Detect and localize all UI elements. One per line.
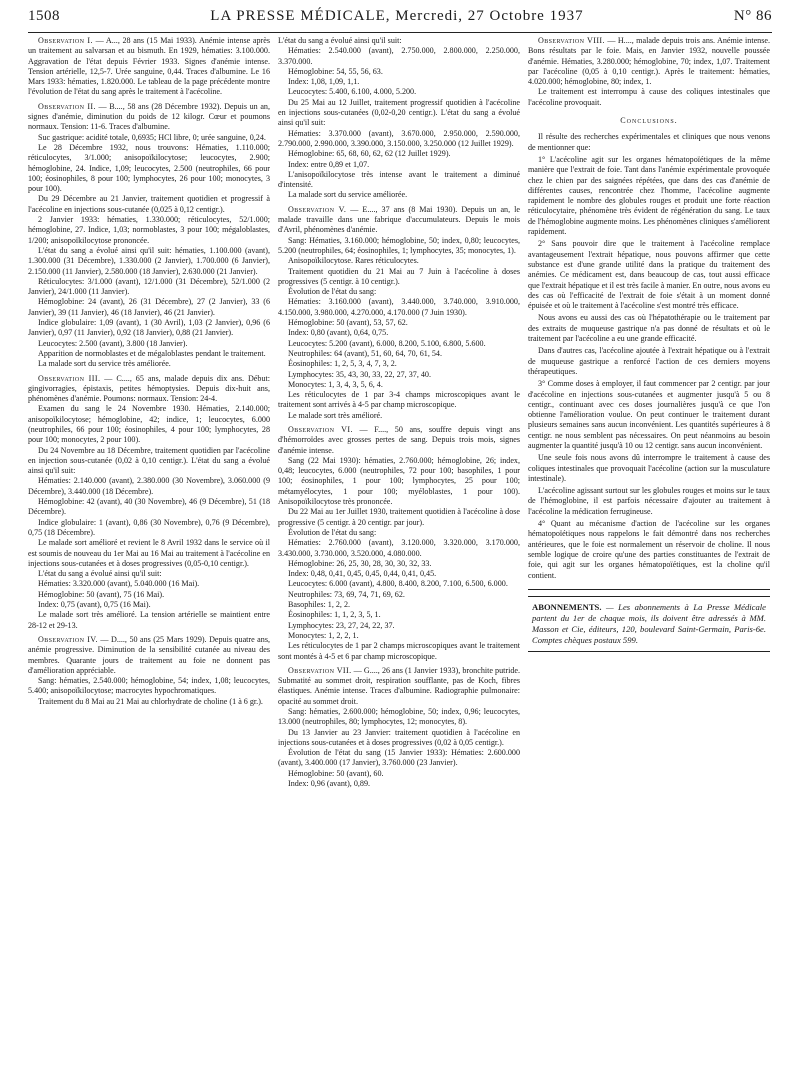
paragraph-text: Hématies: 3.160.000 (avant), 3.440.000, 3.740.000, 3.910.000, 4.150.000, 3.980.000, 4.270.000, 4.170.000 (7 Juin 1930). [278,297,520,317]
paragraph-text: Sang (22 Mai 1930): hématies, 2.760.000; hémoglobine, 26; index, 0,48; leucocytes, 6.000 (neutrophiles, 72 pour 100; basophiles, 1 pour 100; éosinophiles, 1 pour 100; lymphocytes, 25 pour 100; métamyélocytes, 1 pour 100; myéloblastes, 1 pour 100). Anisopoïkilocytose très prononcée. [278,455,520,507]
paragraph-text: Anisopoïkilocytose. Rares réticulocytes. [288,256,419,266]
paragraph [28,600,270,610]
paragraph [278,318,520,328]
paragraph [278,769,520,779]
paragraph [278,507,520,528]
paragraph-text: Évolution de l'état du sang: [288,527,377,537]
paragraph [28,610,270,631]
paragraph [278,538,520,559]
paragraph [528,87,770,108]
observation-heading: Observation VIII. [538,36,605,45]
paragraph [278,87,520,97]
paragraph-text: Neutrophiles: 73, 69, 74, 71, 69, 62. [288,589,405,599]
paragraph [278,129,520,150]
paragraph [278,287,520,297]
observation-heading: Observation IV. [38,634,98,644]
paragraph-text: Du 25 Mai au 12 Juillet, traitement progressif quotidien à l'acécoline en injections sous-cutanées (0,02-0,20 centigr.). L'état du sang a évolué ainsi qu'il suit: [278,97,520,128]
paragraph [278,590,520,600]
paragraph-text: Hématies: 2.140.000 (avant), 2.380.000 (30 Novembre), 3.060.000 (9 Décembre), 3.440.000 (18 Décembre). [28,476,270,496]
conclusion-paragraph: 4° Quant au mécanisme d'action de l'acécoline sur les organes hématopoïétiques nous rappelons le fait démontré dans nos recherches antérieures, que le foie est normalement un réservoir de choline. Il nous semble logique de croire qu'une des parties constituantes de l'extrait de foie, qui agit sur les organes hématopoïétiques, est la choline qu'il contient. [528,519,770,580]
paragraph [28,476,270,497]
paragraph-text: Réticulocytes: 3/1.000 (avant), 12/1.000 (31 Décembre), 52/1.000 (2 Janvier), 24/1.000 (11 Janvier). [28,276,270,297]
paragraph-text: Les réticulocytes de 1 par 3-4 champs microscopiques avant le traitement sont arrivés à 4-5 par champ microscopique. [278,390,520,410]
paragraph-text: Monocytes: 1, 2, 2, 1. [288,630,359,640]
paragraph-text: Indice globulaire: 1,09 (avant), 1 (30 Avril), 1,03 (2 Janvier), 0,96 (6 Janvier), 0,97 (11 Janvier), 0,92 (18 Janvier), 0,88 (21 Janvier). [28,318,270,338]
paragraph [28,446,270,477]
paragraph [278,205,520,236]
issue-number: N° 86 [733,8,772,24]
paragraph [28,374,270,405]
paragraph [278,380,520,390]
paragraph [278,170,520,191]
paragraph [28,36,270,98]
paragraph [28,538,270,569]
paragraph [278,297,520,318]
observation-heading: Observation VII. [288,665,352,675]
paragraph [278,236,520,257]
paragraph [278,149,520,159]
paragraph-text: Du 13 Janvier au 23 Janvier: traitement quotidien à l'acécoline en injections sous-cutanées et à doses progressives (0,02 à 0,05 centigr.). [278,727,520,747]
paragraph-text: Du 29 Décembre au 21 Janvier, traitement quotidien et progressif à l'acécoline en injections sous-cutanée (0,025 à 0,12 centigr.). [28,194,270,214]
paragraph [278,641,520,662]
paragraph [528,36,770,87]
paragraph [278,621,520,631]
journal-title: LA PRESSE MÉDICALE, Mercredi, 27 Octobre 1937 [210,8,584,24]
paragraph-text: Les réticulocytes de 1 par 2 champs microscopiques avant le traitement sont montés à 4-5 et 6 par champ microscopique. [278,641,520,661]
observation-heading: Observation VI. [288,424,353,434]
paragraph-text: Évolution de l'état du sang: [288,287,377,297]
paragraph-text: Hématies: 2.760.000 (avant), 3.120.000, 3.320.000, 3.170.000, 3.430.000, 3.730.000, 3.520.000, 4.080.000. [278,538,520,558]
paragraph-text: Basophiles: 1, 2, 2. [288,600,351,610]
paragraph [278,631,520,641]
paragraph-text: Hémoglobine: 26, 25, 30, 28, 30, 30, 32, 33. [288,558,432,568]
paragraph [28,518,270,539]
paragraph-text: Le malade sort très amélioré. [288,410,383,420]
paragraph [28,579,270,589]
paragraph-text: Traitement du 8 Mai au 21 Mai au chlorhydrate de choline (1 à 6 gr.). [38,696,263,706]
paragraph [28,318,270,339]
column-2 [278,36,520,1076]
paragraph-text: Sang: Hématies, 3.160.000; hémoglobine, 50; index, 0,80; leucocytes, 5.200 (neutrophiles, 64; éosinophiles, 1; lymphocytes, 35; monocytes, 1). [278,235,520,255]
paragraph-text: Le malade sort très amélioré. La tension artérielle se maintient entre 28-12 et 29-13. [28,610,270,630]
paragraph-text: L'état du sang a évolué ainsi qu'il suit: [38,569,162,579]
paragraph [28,404,270,445]
paragraph-text: — H...., malade depuis trois ans. Anémie intense. Bons résultats par le foie. Mais, en Janvier 1932, nouvelle poussée d'anémie. Hématies, 3.280.000; hémoglobine, 70; index, 1,07. Traitement par l'acécoline (0,05 à 0,10 centigr.). Après le traitement: hématies, 4.020.000; hémoglobine, 80; index, 1. [528,36,770,87]
subscription-notice [528,596,770,652]
observation-heading: Observation I. [38,36,93,45]
paragraph-text: Leucocytes: 2.500 (avant), 3.800 (18 Janvier). [38,338,188,348]
paragraph [278,610,520,620]
paragraph-text: L'état du sang a évolué ainsi qu'il suit: [278,36,402,45]
page-header [28,8,772,32]
paragraph-text: Du 24 Novembre au 18 Décembre, traitement quotidien par l'acécoline en injection sous-cutanée (0,02 à 0,10 centigr.). L'état du sang a évolué ainsi qu'il suit: [28,445,270,476]
conclusion-paragraph: Dans d'autres cas, l'acécoline ajoutée à l'extrait hépatique ou à l'extrait de muqueuse gastrique a renforcé l'action de ces derniers moyens thérapeutiques. [528,346,770,376]
conclusion-paragraph: Une seule fois nous avons dû interrompre le traitement à cause des coliques intestinales que provoquait l'acécoline (action sur la musculature intestinale). [528,453,770,483]
paragraph-text: Traitement quotidien du 21 Mai au 7 Juin à l'acécoline à doses progressives (5 centigr. à 10 centigr.). [278,266,520,286]
paragraph [278,707,520,728]
paragraph-text: Le 28 Décembre 1932, nous trouvons: Hématies, 1.110.000; réticulocytes, 3/1.000; anisopoïkilocytose; leucocytes, 2.900; hémoglobine, 24. Indice, 1,09; leucocytes, 2.500 (neutrophiles, 66 pour 100; éosinophiles, 8 pour 100; lymphocytes, 26 pour 100; monocytes, 3 pour 100). [28,142,270,194]
paragraph [28,246,270,277]
paragraph-text: — A..., 28 ans (15 Mai 1933). Anémie intense après un traitement au salvarsan et au bismuth. En 1929, hématies: 3.100.000. Aggravation de l'état depuis Février 1933. Signes d'anémie intense. Tension artérielle, 12,5-7. Urée sanguine, 0,44. Traces d'albumine. Le 16 Mars 1933: hématies, 1.820.000. Le tableau de la page précédente montre l'évolution de l'état du sang après le traitement à l'acécoline. [28,36,270,97]
paragraph [278,559,520,569]
paragraph [278,160,520,170]
paragraph [278,67,520,77]
paragraph [278,528,520,538]
paragraph-text: Leucocytes: 5.200 (avant), 6.000, 8.200, 5.100, 6.800, 5.600. [288,338,486,348]
paragraph-text: Sang: hématies, 2.600.000; hémoglobine, 50; index, 0,96; leucocytes, 13.000 (neutrophiles, 80; lymphocytes, 12; monocytes, 8). [278,707,520,727]
paragraph [278,46,520,67]
paragraph [28,497,270,518]
paragraph-text: Hémoglobine: 50 (avant), 60. [288,768,384,778]
paragraph-text: Monocytes: 1, 3, 4, 3, 5, 6, 4. [288,379,383,389]
paragraph-text: Index: 0,80 (avant), 0,64, 0,75. [288,328,389,338]
paragraph [28,349,270,359]
conclusion-paragraph: L'acécoline agissant surtout sur les globules rouges et moins sur le taux de l'hémoglobine, il est parfois nécessaire d'ajouter au traitement à l'acécoline la médication ferrugineuse. [528,486,770,516]
paragraph-text: — C...., 65 ans, malade depuis dix ans. Début: gingivorragies, épistaxis, petites hémoptysies. Depuis dix-huit ans, phénomènes d'anémie. Poumons: normaux. Tension: 24-4. [28,373,270,404]
paragraph-text: Leucocytes: 6.000 (avant), 4.800, 8.400, 8.200, 7.100, 6.500, 6.000. [288,579,508,589]
paragraph-text: Lymphocytes: 23, 27, 24, 22, 37. [288,620,395,630]
paragraph [278,390,520,411]
paragraph-text: La malade sort du service très améliorée. [38,359,171,369]
paragraph [28,676,270,697]
paragraph-text: Évolution de l'état du sang (15 Janvier 1933): Hématies: 2.600.000 (avant), 3.400.000 (17 Janvier), 3.760.000 (23 Janvier). [278,748,520,768]
paragraph-text: Suc gastrique: acidité totale, 0,6935; HCl libre, 0; urée sanguine, 0,24. [38,132,266,142]
paragraph [28,359,270,369]
observation-heading: Observation III. [38,373,101,383]
paragraph-text: Index: 1,08, 1,09, 1,1. [288,77,360,87]
paragraph [278,569,520,579]
paragraph [278,370,520,380]
paragraph [28,697,270,707]
conclusion-paragraph: 1° L'acécoline agit sur les organes hématopoïétiques de la même manière que l'extrait de foie. Tant dans l'anémie expérimentale provoquée chez le chien par des saignées répétées, que dans des cas d'anémie de différentes causes, rencontrée chez l'homme, l'acécoline augmente rapidement le nombre des globules rouges et produit une forte réaction réticulocytaire, phénomène très évident de régénération du sang. Le taux de l'hémoglobine augmente moins. Les phénomènes cliniques s'améliorent rapidement. [528,154,770,237]
paragraph-text: Hématies: 2.540.000 (avant), 2.750.000, 2.800.000, 2.250.000, 3.370.000. [278,46,520,66]
paragraph-text: — G...., 26 ans (1 Janvier 1933), bronchite putride. Submatité au sommet droit, respiration soufflante, pas de Koch, fibres élastiques. Anémie intense. Traces d'albumine. Radiographie pulmonaire: opacité au sommet droit. [278,665,520,706]
paragraph-text: Index: 0,48, 0,41, 0,45, 0,45, 0,44, 0,41, 0,45. [288,569,437,579]
conclusion-paragraph: Il résulte des recherches expérimentales et cliniques que nous venons de mentionner que: [528,132,770,152]
conclusion-paragraph: 2° Sans pouvoir dire que le traitement à l'acécoline remplace avantageusement l'extrait hépatique, nous pouvons affirmer que cette substance est d'une grande utilité dans la pratique du traitement des anémies. Ce médicament est, dans beaucoup de cas, tout aussi efficace que l'extrait hépatique et il est très facile à manier. En outre, nous avons eu des cas où l'efficacité de l'extrait de foie s'était à un moment donné épuisée et où le traitement à l'acécoline s'est montré très efficace. [528,239,770,311]
conclusion-paragraph: 3° Comme doses à employer, il faut commencer par 2 centigr. par jour d'acécoline en injections sous-cutanées et augmenter jusqu'à 5 ou 8 centigr., continuant avec ces doses journalières jusqu'à ce que l'on obtienne l'amélioration voulue. On peut continuer le traitement durant plusieurs semaines sans aucun inconvénient. Les quantités supérieures à 8 centigr. ne nous semblent pas nécessaires. On peut néanmoins au besoin augmenter la quantité jusqu'à 10 ou 12 centigr. sans aucun inconvénient. [528,379,770,450]
conclusions-body [528,132,770,580]
conclusions-title: Conclusions. [620,116,678,126]
paragraph [28,133,270,143]
paragraph [278,456,520,507]
paragraph [278,77,520,87]
paragraph [278,328,520,338]
paragraph-text: — D...., 50 ans (25 Mars 1929). Depuis quatre ans, anémie progressive. Diminution de la sensibilité cutanée au niveau des membres. Quarante jours de traitement au foie ne donnent pas d'amélioration appréciable. [28,634,270,675]
paragraph [28,143,270,194]
paragraph [278,339,520,349]
column-1 [28,36,270,1076]
paragraph [278,256,520,266]
paragraph-text: Index: entre 0,89 et 1,07. [288,159,370,169]
paragraph [28,297,270,318]
paragraph [278,36,520,46]
paragraph [278,579,520,589]
subscription-heading: ABONNEMENTS. [532,601,602,612]
paragraph-text: — F...., 50 ans, souffre depuis vingt ans d'hémorroïdes avec grosses pertes de sang. Depuis trois mois, signes d'anémie intense. [278,424,520,455]
paragraph-text: — E...., 37 ans (8 Mai 1930). Depuis un an, le malade travaille dans une fabrique d'accumulateurs. Depuis le mois d'Avril, phénomènes d'anémie. [278,204,520,235]
paragraph-text: L'état du sang a évolué ainsi qu'il suit: hématies, 1.100.000 (avant), 1.300.000 (31 Décembre), 1.330.000 (2 Janvier), 1.700.000 (6 Janvier), 2.150.000 (11 Janvier), 2.580.000 (18 Janvier), 2.630.000 (21 Janvier). [28,245,270,276]
separator [528,589,770,590]
paragraph [278,411,520,421]
paragraph [278,267,520,288]
paragraph [28,569,270,579]
paragraph [278,728,520,749]
header-rule [28,32,772,33]
paragraph-text: Lymphocytes: 35, 43, 30, 33, 22, 27, 37, 40. [288,369,431,379]
paragraph-text: Le malade sort amélioré et revient le 8 Avril 1932 dans le service où il est soumis de nouveau du 1er Mai au 16 Mai au traitement à l'acécoline en injections sous-cutanées et à doses progressives (0,05-0,10 centigr.). [28,538,270,568]
paragraph [278,190,520,200]
observation-viii [528,36,770,108]
paragraph-text: Neutrophiles: 64 (avant), 51, 60, 64, 70, 61, 54. [288,348,442,358]
paragraph [278,425,520,456]
paragraph-text: Index: 0,75 (avant), 0,75 (16 Mai). [38,600,151,610]
paragraph-text: Hématies: 3.370.000 (avant), 3.670.000, 2.950.000, 2.590.000, 2.790.000, 2.990.000, 3.390.000, 3.150.000, 3.250.000 (12 Juillet 1929). [278,128,520,148]
paragraph [278,359,520,369]
paragraph [28,635,270,676]
article-columns [28,36,772,1076]
paragraph [278,779,520,789]
observation-heading: Observation V. [288,204,347,214]
paragraph [28,102,270,133]
paragraph-text: Du 22 Mai au 1er Juillet 1930, traitement quotidien à l'acécoline à dose progressive (5 centigr. à 20 centigr. par jour). [278,507,520,527]
paragraph-text: 2 Janvier 1933: hématies, 1.330.000; réticulocytes, 52/1.000; hémoglobine, 27. Indice, 1,03; normoblastes, 3 pour 100; mégaloblastes, 1/200; anisopoïkilocytose prononcée. [28,215,270,245]
paragraph [278,600,520,610]
paragraph [278,98,520,129]
paragraph-text: Hémoglobine: 65, 68, 60, 62, 62 (12 Juillet 1929). [288,149,451,159]
paragraph-text: Éosinophiles: 1, 1, 2, 3, 5, 1. [288,610,381,620]
paragraph [278,666,520,707]
paragraph-text: Hémoglobine: 24 (avant), 26 (31 Décembre), 27 (2 Janvier), 33 (6 Janvier), 39 (11 Janvier), 46 (18 Janvier), 46 (21 Janvier). [28,297,270,317]
paragraph-text: La malade sort du service améliorée. [288,190,408,200]
paragraph-text: Index: 0,96 (avant), 0,89. [288,779,371,789]
paragraph-text: Hémoglobine: 50 (avant), 53, 57, 62. [288,318,408,328]
paragraph [28,215,270,246]
column-3 [528,36,770,1076]
paragraph-text: Leucocytes: 5.400, 6.100, 4.000, 5.200. [288,87,417,97]
paragraph [28,590,270,600]
observation-heading: Observation II. [38,101,96,111]
page-number: 1508 [28,8,60,24]
paragraph-text: Apparition de normoblastes et de mégaloblastes pendant le traitement. [38,348,266,358]
paragraph-text: Le traitement est interrompu à cause des coliques intestinales que l'acécoline provoquait. [528,87,770,107]
paragraph-text: Hémoglobine: 50 (avant), 75 (16 Mai). [38,589,165,599]
paragraph-text: Hémoglobine: 42 (avant), 40 (30 Novembre), 46 (9 Décembre), 51 (18 Décembre). [28,497,270,517]
conclusion-paragraph: Nous avons eu aussi des cas où l'hépatothérapie ou le traitement par des extraits de muqueuse gastrique n'a pas donné de résultats et où le traitement par l'acécoline a eu une grande efficacité. [528,313,770,344]
paragraph-text: Sang: hématies, 2.540.000; hémoglobine, 54; index, 1,08; leucocytes, 5.400; anisopoïkilocytose; macrocytes hypochromatiques. [28,676,270,696]
subscription-text: — Les abonnements à La Presse Médicale partent du 1er de chaque mois, ils doivent être adressés à MM. Masson et Cie, éditeurs, 120, boulevard Saint-Germain, Paris-6e. Comptes chèques postaux 599. [532,601,766,645]
paragraph-text: Indice globulaire: 1 (avant), 0,86 (30 Novembre), 0,76 (9 Décembre), 0,75 (18 Décembre). [28,517,270,537]
paragraph-text: — B...., 58 ans (28 Décembre 1932). Depuis un an, signes d'anémie, diminution du poids de 12 kilogr. Cœur et poumons normaux. Tension: 11-6. Traces d'albumine. [28,101,270,132]
paragraph [278,349,520,359]
paragraph-text: Éosinophiles: 1, 2, 5, 3, 4, 7, 3, 2. [288,359,397,369]
paragraph [28,339,270,349]
paragraph-text: Hémoglobine: 54, 55, 56, 63. [288,66,383,76]
paragraph [28,194,270,215]
paragraph-text: Hématies: 3.320.000 (avant), 5.040.000 (16 Mai). [38,579,200,589]
paragraph [28,277,270,298]
paragraph [278,748,520,769]
paragraph-text: L'anisopoïkilocytose très intense avant le traitement a diminué d'intensité. [278,169,520,190]
paragraph-text: Examen du sang le 24 Novembre 1930. Hématies, 2.140.000; anisopoïkilocytose; hémoglobine, 42; indice, 1; leucocytes, 6.000 (neutrophiles, 66 pour 100; éosinophiles, 4 pour 100; lymphocytes, 28 pour 100; monocytes, 2 pour 100). [28,404,270,445]
